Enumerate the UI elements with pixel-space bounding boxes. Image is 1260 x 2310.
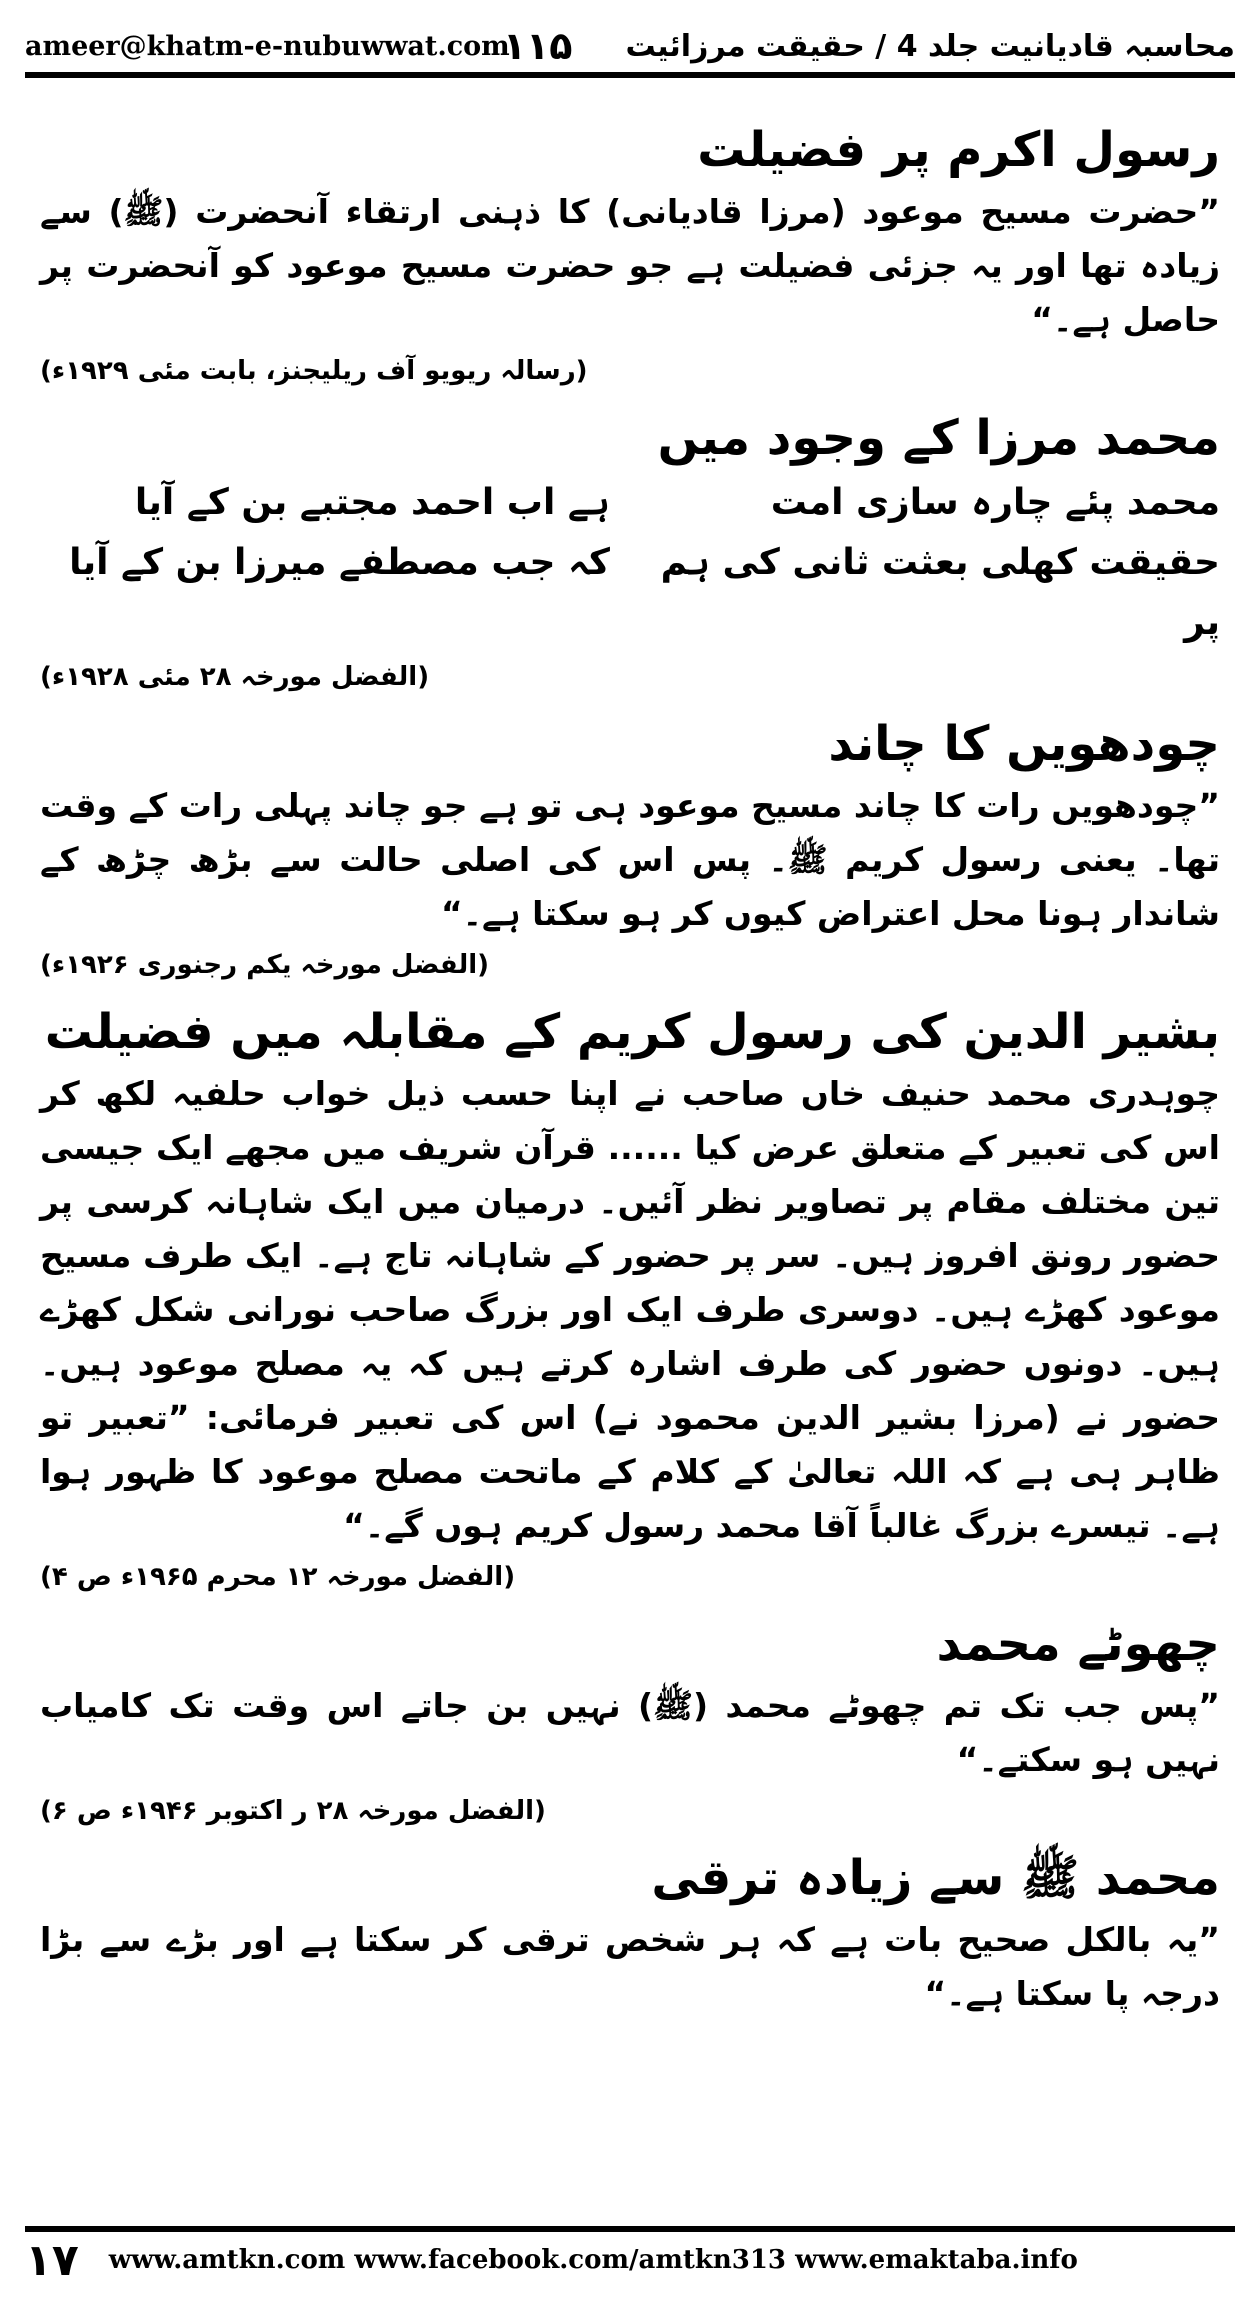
page-footer [25, 2226, 1235, 2288]
section-reference: (الفضل مورخہ ۱۲ محرم ۱۹۶۵ء ص ۴) [40, 1562, 516, 1592]
poem-line: محمد پئے چارہ سازی امت [770, 482, 1220, 523]
section-paragraph: ”چودھویں رات کا چاند مسیح موعود ہی تو ہے جو چاند پہلی رات کے وقت تھا۔ یعنی رسول کریم ﷺ۔ پس اس کی اصلی حالت سے بڑھ چڑھ کے شاندار ہونا محل اعتراض کیوں کر ہو سکتا ہے۔“ [40, 786, 1220, 933]
section-reference: (الفضل مورخہ ۲۸ مئی ۱۹۲۸ء) [40, 662, 430, 692]
section-muhammad-mirza [40, 407, 1220, 699]
section-paragraph: چوہدری محمد حنیف خاں صاحب نے اپنا حسب ذیل خواب حلفیہ لکھ کر اس کی تعبیر کے متعلق عرض کیا ...... قرآن شریف میں مجھے ایک جیسی تین مختلف مقام پر تصاویر نظر آئیں۔ درمیان میں ایک شاہانہ کرسی پر حضور رونق افروز ہیں۔ سر پر حضور کے شاہانہ تاج ہے۔ ایک طرف مسیح موعود کھڑے ہیں۔ دوسری طرف ایک اور بزرگ صاحب نورانی شکل کھڑے ہیں۔ دونوں حضور کی طرف اشارہ کرتے ہیں کہ یہ مصلح موعود ہیں۔ حضور نے (مرزا بشیر الدین محمود نے) اس کی تعبیر فرمائی: ”تعبیر تو ظاہر ہی ہے کہ اللہ تعالیٰ کے کلام کے ماتحت مصلح موعود کا ظہور ہوا ہے۔ تیسرے بزرگ غالباً آقا محمد رسول کریم ہوں گے۔“ [40, 1074, 1220, 1545]
page-header [25, 20, 1235, 78]
poem-line: ہے اب احمد مجتبے بن کے آیا [134, 482, 610, 523]
section-reference: (رسالہ ریویو آف ریلیجنز، بابت مئی ۱۹۲۹ء) [40, 356, 588, 386]
header-email[interactable]: ameer@khatm-e-nubuwwat.com [25, 30, 510, 62]
section-reference: (الفضل مورخہ یکم رجنوری ۱۹۲۶ء) [40, 950, 490, 980]
section-chhote-muhammad [40, 1613, 1220, 1833]
header-page-number: ۱۱۵ [502, 24, 573, 68]
section-heading: محمد مرزا کے وجود میں [657, 410, 1220, 466]
footer-page-number: ۱۷ [25, 2234, 79, 2286]
section-heading: چودھویں کا چاند [828, 716, 1220, 772]
section-heading: رسول اکرم پر فضیلت [697, 122, 1220, 178]
header-book-title: محاسبہ قادیانیت جلد 4 / حقیقت مرزائیت [625, 28, 1235, 64]
poem-line: کہ جب مصطفے میرزا بن کے آیا [69, 542, 610, 583]
section-chaudhvin-chand [40, 713, 1220, 987]
section-bashir-fazilat [40, 1001, 1220, 1599]
section-rasool-fazilat [40, 119, 1220, 393]
poem-line: حقیقت کھلی بعثت ثانی کی ہم پر [660, 542, 1220, 643]
section-paragraph: ”پس جب تک تم چھوٹے محمد (ﷺ) نہیں بن جاتے اس وقت تک کامیاب نہیں ہو سکتے۔“ [40, 1686, 1220, 1779]
footer-links[interactable]: www.amtkn.com www.facebook.com/amtkn313 www.emaktaba.info [108, 2245, 1078, 2275]
poem [40, 473, 1220, 653]
section-heading: بشیر الدین کی رسول کریم کے مقابلہ میں فضیلت [44, 1004, 1220, 1060]
page-content [40, 105, 1220, 2190]
section-reference: (الفضل مورخہ ۲۸ ر اکتوبر ۱۹۴۶ء ص ۶) [40, 1796, 546, 1826]
section-heading: چھوٹے محمد [936, 1616, 1220, 1672]
section-paragraph: ”حضرت مسیح موعود (مرزا قادیانی) کا ذہنی ارتقاء آنحضرت (ﷺ) سے زیادہ تھا اور یہ جزئی فضیلت ہے جو حضرت مسیح موعود کو آنحضرت پر حاصل ہے۔“ [40, 192, 1220, 339]
section-ziyada-taraqqi [40, 1847, 1220, 2021]
section-heading: محمد ﷺ سے زیادہ ترقی [651, 1850, 1220, 1906]
section-paragraph: ”یہ بالکل صحیح بات ہے کہ ہر شخص ترقی کر سکتا ہے اور بڑے سے بڑا درجہ پا سکتا ہے۔“ [40, 1920, 1220, 2013]
